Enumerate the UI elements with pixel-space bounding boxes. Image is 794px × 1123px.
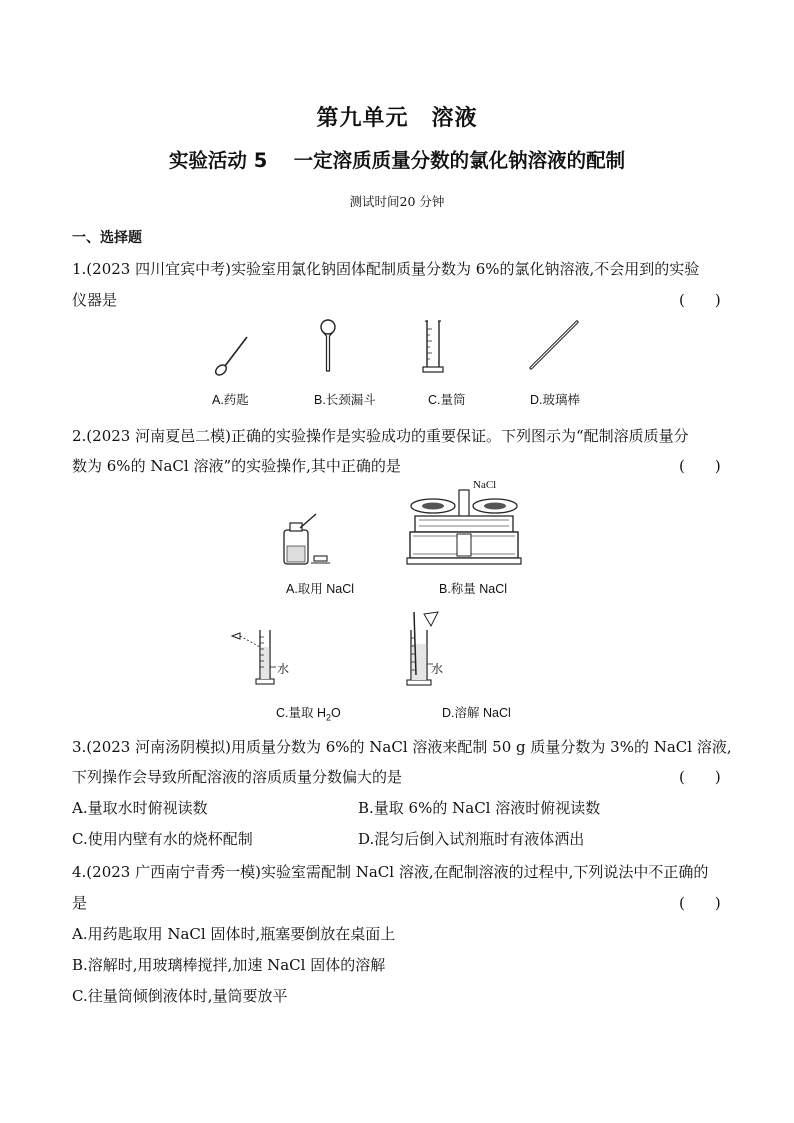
q1-answer-paren: ( ) — [679, 291, 721, 309]
long-neck-funnel-icon — [316, 318, 340, 373]
q2-answer-paren: ( ) — [679, 457, 721, 475]
q3-option-d: D.混匀后倒入试剂瓶时有液体洒出 — [358, 830, 585, 848]
q3-line2: 下列操作会导致所配溶液的溶质质量分数偏大的是 — [72, 768, 403, 786]
q4-option-b: B.溶解时,用玻璃棒搅拌,加速 NaCl 固体的溶解 — [72, 956, 386, 974]
time-limit: 测试时间20 分钟 — [349, 194, 445, 209]
q2-caption-d: D.溶解 NaCl — [442, 706, 511, 720]
q4-option-c: C.往量筒倾倒液体时,量筒要放平 — [72, 987, 288, 1005]
q1-caption-c: C.量筒 — [428, 393, 466, 407]
q4-line1: 4.(2023 广西南宁青秀一模)实验室需配制 NaCl 溶液,在配制溶液的过程中,下列说法中不正确的 — [72, 863, 709, 881]
q1-line1: 1.(2023 四川宜宾中考)实验室用氯化钠固体配制质量分数为 6%的氯化钠溶液,不会用到的实验 — [72, 260, 700, 278]
q3-option-c: C.使用内壁有水的烧杯配制 — [72, 830, 253, 848]
glass-rod-icon — [528, 319, 580, 371]
q2-caption-b: B.称量 NaCl — [439, 582, 508, 596]
q2-line2: 数为 6%的 NaCl 溶液”的实验操作,其中正确的是 — [72, 457, 401, 475]
reading-cylinder-icon — [230, 627, 278, 687]
q3-option-a: A.量取水时俯视读数 — [72, 799, 208, 817]
q3-option-b: B.量取 6%的 NaCl 溶液时俯视读数 — [358, 799, 601, 817]
spoon-icon — [210, 333, 250, 378]
balance-icon — [405, 484, 525, 568]
q2-line1: 2.(2023 河南夏邑二模)正确的实验操作是实验成功的重要保证。下列图示为“配制溶质质量分 — [72, 427, 689, 445]
q3-answer-paren: ( ) — [679, 768, 721, 786]
q2-caption-c: C.量取 $H_2O$ — [276, 706, 341, 723]
reagent-bottle-icon — [278, 512, 336, 567]
q1-line2: 仪器是 — [72, 291, 118, 309]
dissolving-cylinder-water-label: 水 — [431, 662, 444, 676]
q1-caption-d: D.玻璃棒 — [530, 393, 581, 407]
unit-title: 第九单元 溶液 — [316, 106, 478, 131]
q4-option-a: A.用药匙取用 NaCl 固体时,瓶塞要倒放在桌面上 — [72, 925, 396, 943]
q1-caption-b: B.长颈漏斗 — [314, 393, 376, 407]
q1-caption-a: A.药匙 — [212, 393, 249, 407]
q4-line2: 是 — [72, 894, 88, 912]
balance-label: NaCl — [473, 479, 497, 491]
graduated-cylinder-icon — [422, 319, 444, 375]
reading-cylinder-water-label: 水 — [277, 662, 290, 676]
q2-caption-a: A.取用 NaCl — [286, 582, 355, 596]
section-heading: 一、选择题 — [72, 230, 142, 246]
q3-line1: 3.(2023 河南汤阴模拟)用质量分数为 6%的 NaCl 溶液来配制 50 g 质量分数为 3%的 NaCl 溶液, — [72, 738, 732, 756]
q4-answer-paren: ( ) — [679, 894, 721, 912]
activity-subtitle: 实验活动 5 一定溶质质量分数的氯化钠溶液的配制 — [168, 149, 626, 172]
